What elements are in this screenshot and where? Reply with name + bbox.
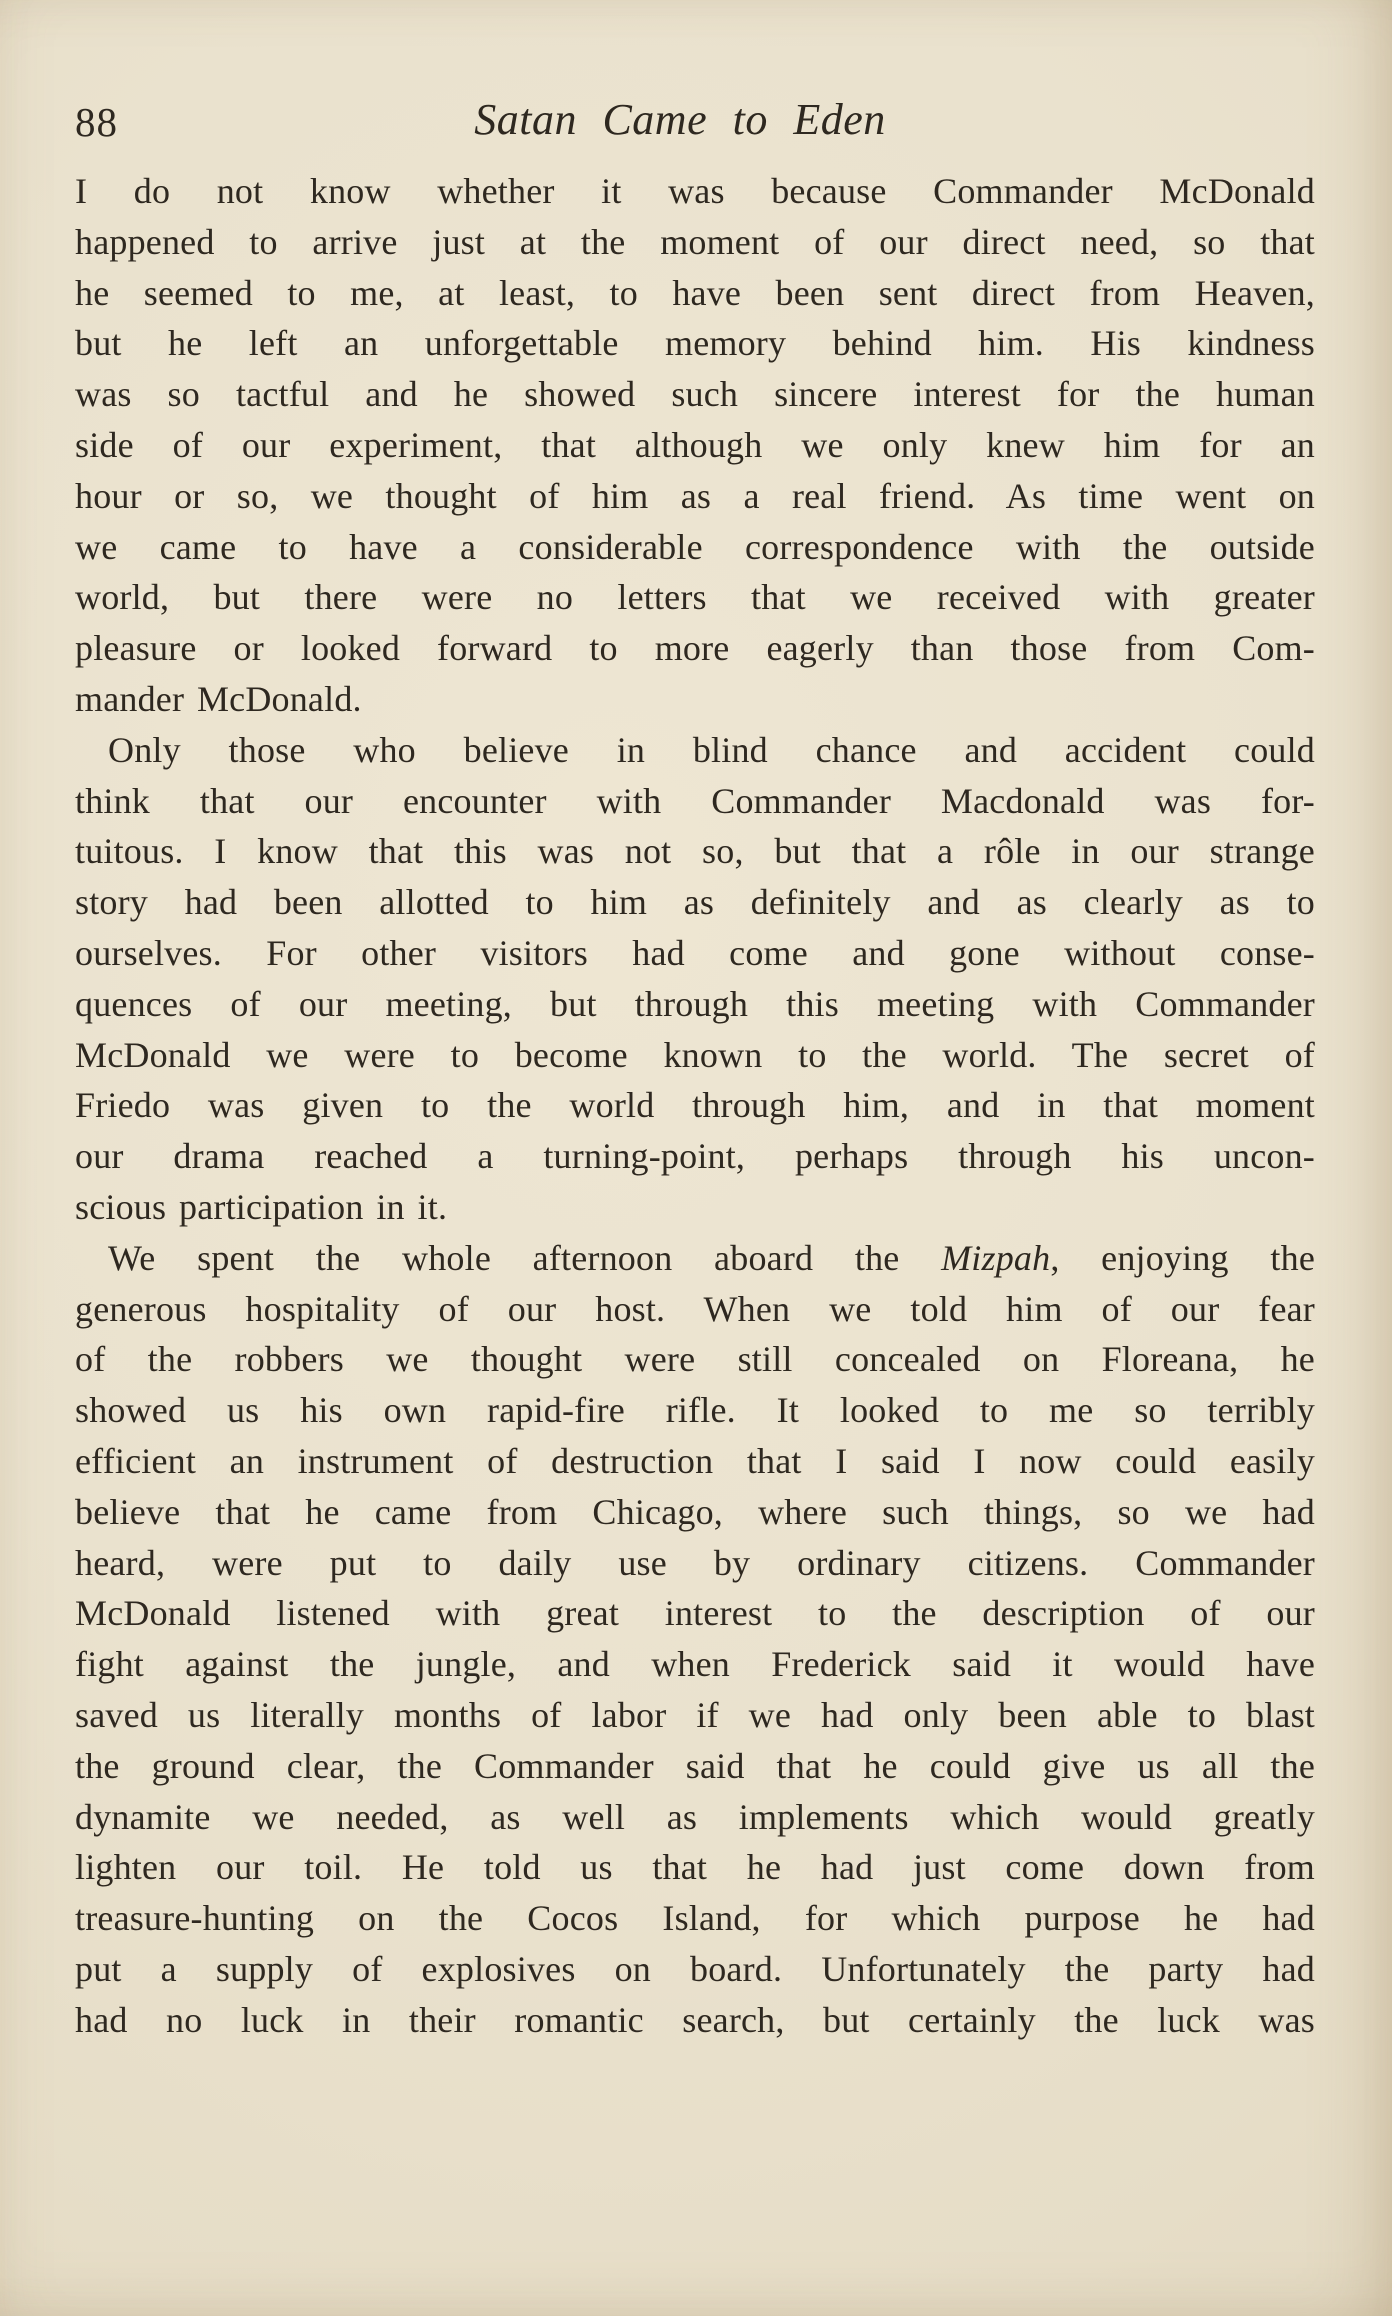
page-body xyxy=(75,166,1315,2045)
text-line: McDonald we were to become known to the world. The secret of xyxy=(75,1034,1315,1075)
text-line: we came to have a considerable correspondence with the outside xyxy=(75,526,1315,567)
text-line: saved us literally months of labor if we had only been able to blast xyxy=(75,1694,1315,1735)
text-line: believe that he came from Chicago, where such things, so we had xyxy=(75,1491,1315,1532)
text-line: put a supply of explosives on board. Unfortunately the party had xyxy=(75,1948,1315,1989)
text-line: side of our experiment, that although we only knew him for an xyxy=(75,424,1315,465)
text-line: had no luck in their romantic search, but certainly the luck was xyxy=(75,1999,1315,2040)
text-line: showed us his own rapid-fire rifle. It looked to me so terribly xyxy=(75,1390,1315,1431)
text-line: story had been allotted to him as definitely and as clearly as to xyxy=(75,882,1315,923)
text-line: was so tactful and he showed such sincere interest for the human xyxy=(75,374,1315,415)
text-line: quences of our meeting, but through this meeting with Commander xyxy=(75,983,1315,1024)
text-line: scious participation in it. xyxy=(75,1186,448,1227)
text-line: pleasure or looked forward to more eagerly than those from Com- xyxy=(75,628,1315,669)
text-line: Only those who believe in blind chance and accident could xyxy=(108,729,1315,770)
text-line: dynamite we needed, as well as implements which would greatly xyxy=(75,1796,1315,1837)
text-line: hour or so, we thought of him as a real friend. As time went on xyxy=(75,475,1315,516)
text-line: lighten our toil. He told us that he had just come down from xyxy=(75,1847,1315,1888)
text-line: heard, were put to daily use by ordinary citizens. Commander xyxy=(75,1542,1315,1583)
text-line: of the robbers we thought were still concealed on Floreana, he xyxy=(75,1339,1315,1380)
text-line: he seemed to me, at least, to have been sent direct from Heaven, xyxy=(75,272,1315,313)
text-line: efficient an instrument of destruction that I said I now could easily xyxy=(75,1440,1315,1481)
page-number: 88 xyxy=(75,99,118,145)
text-line: Friedo was given to the world through him, and in that moment xyxy=(75,1085,1315,1126)
text-line: tuitous. I know that this was not so, but that a rôle in our strange xyxy=(75,831,1315,872)
text-line: fight against the jungle, and when Frederick said it would have xyxy=(75,1644,1315,1685)
text-line: McDonald listened with great interest to the description of our xyxy=(75,1593,1315,1634)
italic-term: Mizpah xyxy=(941,1237,1051,1278)
text-line: generous hospitality of our host. When we told him of our fear xyxy=(75,1288,1315,1329)
text-line: I do not know whether it was because Commander McDonald xyxy=(75,171,1315,211)
running-title: Satan Came to Eden xyxy=(474,95,886,144)
text-line: We spent the whole afternoon aboard the Mizpah, enjoying the xyxy=(108,1237,1315,1278)
text-line: our drama reached a turning-point, perhaps through his uncon- xyxy=(75,1136,1315,1177)
text-line: ourselves. For other visitors had come and gone without conse- xyxy=(75,932,1315,973)
text-line: treasure-hunting on the Cocos Island, for which purpose he had xyxy=(75,1898,1315,1939)
text-line: happened to arrive just at the moment of our direct need, so that xyxy=(75,221,1315,262)
text-line: the ground clear, the Commander said that he could give us all the xyxy=(75,1745,1315,1786)
text-line: world, but there were no letters that we received with greater xyxy=(75,577,1315,618)
text-line: but he left an unforgettable memory behind him. His kindness xyxy=(75,323,1315,364)
text-line: think that our encounter with Commander Macdonald was for- xyxy=(75,780,1315,821)
text-line: mander McDonald. xyxy=(75,678,362,719)
page-header xyxy=(75,94,1315,148)
